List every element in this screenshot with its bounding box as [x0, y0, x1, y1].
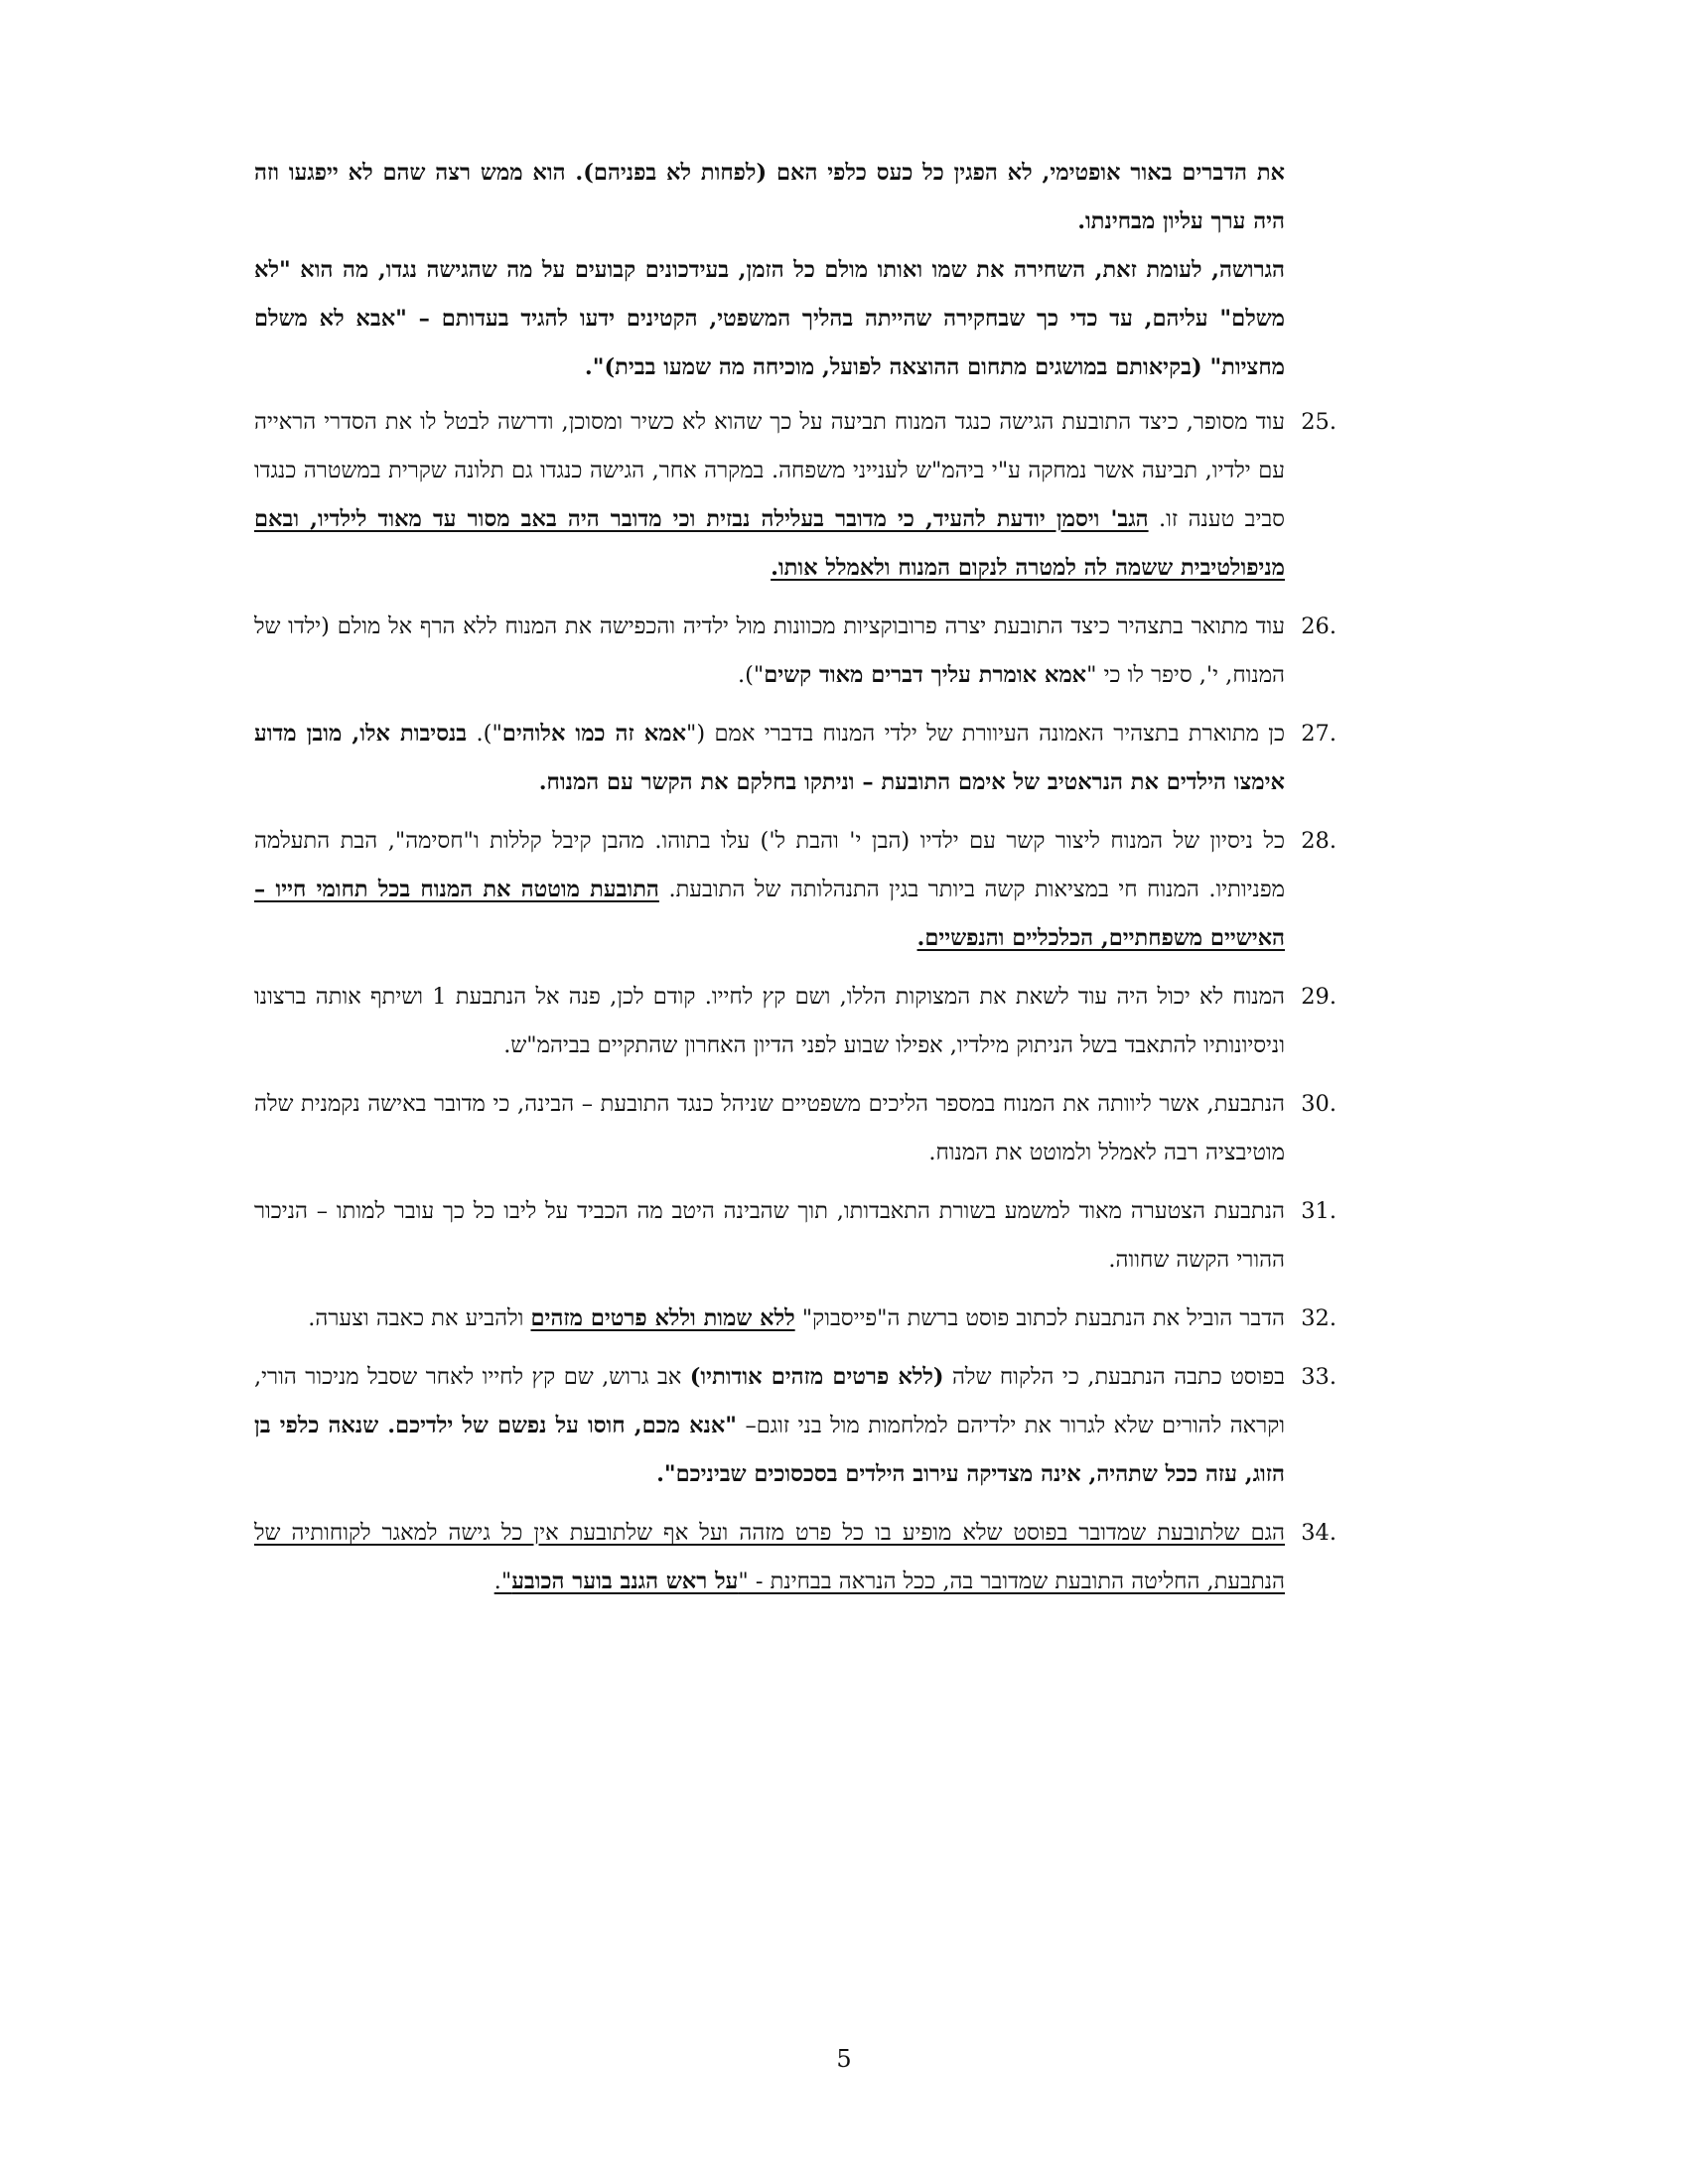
paragraph-text: הנתבעת, אשר ליוותה את המנוח במספר הליכים משפטיים שניהל כנגד התובעת – הבינה, כי מדובר באישה נקמנית שלה מוטיבציה רבה לאמלל ולמוטט את המנוח. [254, 1091, 1285, 1165]
paragraph-body: עוד מתואר בתצהיר כיצד התובעת יצרה פרובוקציות מכוונות מול ילדיה והכפישה את המנוח ללא הרף אל מולם (ילדו של המנוח, י', סיפר לו כי " [254, 614, 1285, 688]
paragraph-text [254, 710, 1285, 807]
paragraph-number: 27. [1301, 721, 1336, 747]
paragraph-body-end: "). [476, 721, 502, 747]
bold-quote: אמא זה כמו אלוהים [501, 721, 687, 747]
paragraph-body: כן מתוארת בתצהיר האמונה העיוורת של ילדי המנוח בדברי אמם (" [686, 721, 1285, 747]
paragraph-number: 26. [1301, 614, 1336, 639]
paragraph-34 [254, 1509, 1336, 1606]
underlined-body-end: ". [493, 1569, 512, 1594]
emphasized-statement: הגב' ויסמן יודעת להעיד, כי מדובר בעלילה נבזית וכי מדובר היה באב מסור עד מאוד לילדיו, ובאם מניפולטיבית ששמה לה למטרה לנקום המנוח ולאמלל אותו. [254, 506, 1285, 581]
bold-conclusion: בנסיבות אלו, מובן מדוע אימצו הילדים את הנראטיב של אימם התובעת – וניתקו בחלקם את הקשר עם המנוח. [254, 721, 1285, 795]
paragraph-body-mid: אב גרוש, שם קץ לחייו לאחר שסבל מניכור הורי, וקראה להורים שלא לגרור את ילדיהם למלחמות מול בני זוגם– [254, 1364, 1285, 1438]
quoted-testimony [254, 149, 1336, 392]
paragraph-text [254, 398, 1285, 593]
paragraph-text [254, 1295, 1285, 1343]
bold-quote: אמא אומרת עליך דברים מאוד קשים [764, 662, 1087, 688]
emphasized-phrase: ללא שמות וללא פרטים מזהים [530, 1305, 795, 1331]
paragraph-30 [254, 1080, 1336, 1177]
paragraph-number: 30. [1301, 1091, 1336, 1117]
paragraph-text [254, 817, 1285, 963]
quote-line-1: את הדברים באור אופטימי, לא הפגין כל כעס כלפי האם (לפחות לא בפניהם). הוא ממש רצה שהם לא ייפגעו וזה היה ערך עליון מבחינתו. [254, 160, 1285, 234]
paragraph-body: הדבר הוביל את הנתבעת לכתוב פוסט ברשת ה"פייסבוק" [794, 1305, 1285, 1331]
paragraph-number: 28. [1301, 828, 1336, 854]
paragraph-27 [254, 710, 1336, 807]
paragraph-body-end: "). [737, 662, 765, 688]
paragraph-text [254, 1353, 1285, 1499]
paragraph-29 [254, 973, 1336, 1070]
underlined-body: הגם שלתובעת שמדובר בפוסט שלא מופיע בו כל פרט מזהה ועל אף שלתובעת אין כל גישה למאגר לקוחותיה של הנתבעת, החליטה התובעת שמדובר בה, ככל הנראה בבחינת - " [254, 1520, 1285, 1594]
paragraph-body: עוד מסופר, כיצד התובעת הגישה כנגד המנוח תביעה על כך שהוא לא כשיר ומסוכן, ודרשה לבטל לו את הסדרי הראייה עם ילדיו, תביעה אשר נמחקה ע"י ביהמ"ש לענייני משפחה. במקרה אחר, הגישה כנגדו גם תלונה שקרית במשטרה כנגדו סביב טענה זו. [254, 409, 1285, 532]
paragraph-25 [254, 398, 1336, 593]
paragraph-33 [254, 1353, 1336, 1499]
paragraph-31 [254, 1187, 1336, 1285]
emphasized-idiom: על ראש הגנב בוער הכובע [511, 1569, 739, 1594]
document-body [254, 149, 1336, 1616]
paragraph-number: 32. [1301, 1305, 1336, 1331]
page-number: 5 [836, 2045, 852, 2073]
paragraph-body-end: ולהביע את כאבה וצערה. [308, 1305, 531, 1331]
bold-parenthetical: (ללא פרטים מזהים אודותיו) [689, 1364, 944, 1390]
quote-line-2: הגרושה, לעומת זאת, השחירה את שמו ואותו מולם כל הזמן, בעידכונים קבועים על מה שהגישה נגדו, מה הוא "לא משלם" עליהם, עד כדי כך שבחקירה שהייתה בהליך המשפטי, הקטינים ידעו להגיד בעדותם – "אבא לא משלם מחציות" (בקיאותם במושגים מתחום ההוצאה לפועל, מוכיחה מה שמעו בבית)". [254, 257, 1285, 380]
paragraph-number: 31. [1301, 1198, 1336, 1224]
paragraph-number: 34. [1301, 1520, 1336, 1546]
paragraph-28 [254, 817, 1336, 963]
paragraph-body: בפוסט כתבה הנתבעת, כי הלקוח שלה [943, 1364, 1285, 1390]
paragraph-32 [254, 1295, 1336, 1343]
paragraph-text: הנתבעת הצטערה מאוד למשמע בשורת התאבדותו, תוך שהבינה היטב מה הכביד על ליבו כל כך עובר למותו – הניכור ההורי הקשה שחווה. [254, 1198, 1285, 1273]
paragraph-text [254, 603, 1285, 700]
bold-post-quote: "אנא מכם, חוסו על נפשם של ילדיכם. שנאה כלפי בן הזוג, עזה ככל שתהיה, אינה מצדיקה עירוב הילדים בסכסוכים שביניכם". [254, 1413, 1285, 1487]
paragraph-number: 33. [1301, 1364, 1336, 1390]
paragraph-body: כל ניסיון של המנוח ליצור קשר עם ילדיו (הבן י' והבת ל') עלו בתוהו. מהבן קיבל קללות ו"חסימה", הבת התעלמה מפניותיו. המנוח חי במציאות קשה ביותר בגין התנהלותה של התובעת. [254, 828, 1285, 902]
paragraph-text [254, 1509, 1285, 1606]
paragraph-26 [254, 603, 1336, 700]
paragraph-number: 29. [1301, 984, 1336, 1010]
paragraph-text: המנוח לא יכול היה עוד לשאת את המצוקות הללו, ושם קץ לחייו. קודם לכן, פנה אל הנתבעת 1 ושיתף אותה ברצונו וניסיונותיו להתאבד בשל הניתוק מילדיו, אפילו שבוע לפני הדיון האחרון שהתקיים בביהמ"ש. [254, 984, 1286, 1058]
paragraph-number: 25. [1301, 409, 1336, 435]
emphasized-statement: התובעת מוטטה את המנוח בכל תחומי חייו – האישיים משפחתיים, הכלכליים והנפשיים. [254, 877, 1285, 951]
